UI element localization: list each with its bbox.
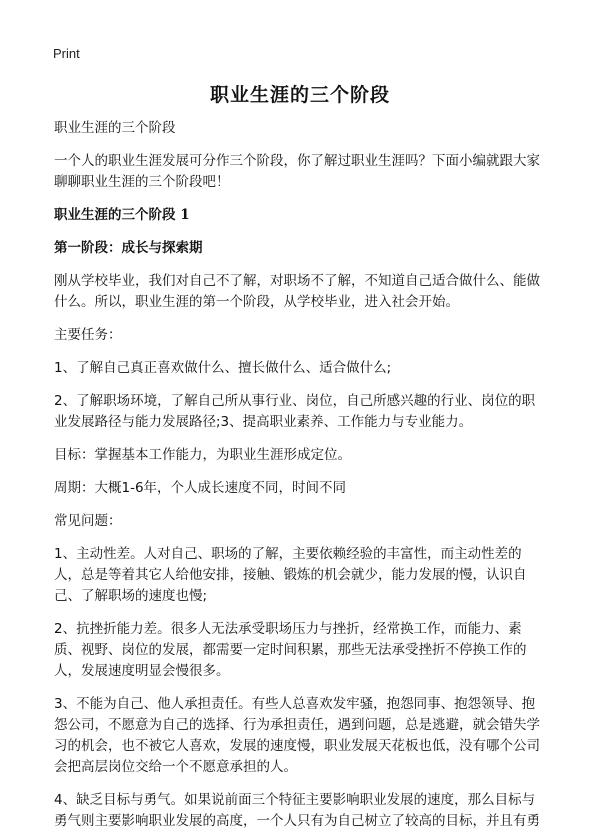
problem-item-3: 3、不能为自己、他人承担责任。有些人总喜欢发牢骚，抱怨同事、抱怨领导、抱怨公司，不愿意为自己的选择、行为承担责任，遇到问题，总是逃避，就会错失学习的机会，也不被它人喜欢，发展的速度慢，职业发展天花板也低，没有哪个公司会把高层岗位交给一个不愿意承担的人。 bbox=[54, 696, 540, 775]
problems-label: 常见问题： bbox=[54, 513, 122, 529]
task-item-2: 2、了解职场环境，了解自己所从事行业、岗位，自己所感兴趣的行业、岗位的职业发展路径与能力发展路径;3、提高职业素养、工作能力与专业能力。 bbox=[54, 393, 536, 430]
problem-item-2: 2、抗挫折能力差。很多人无法承受职场压力与挫折，经常换工作，而能力、素质、视野、岗位的发展，都需要一定时间积累，那些无法承受挫折不停换工作的人，发展速度明显会慢很多。 bbox=[54, 621, 527, 679]
goal-line: 目标：掌握基本工作能力，为职业生涯形成定位。 bbox=[54, 447, 351, 463]
problem-item-1: 1、主动性差。人对自己、职场的了解，主要依赖经验的丰富性，而主动性差的人，总是等着其它人给他安排，接触、锻炼的机会就少，能力发展的慢，认识自己、了解职场的速度也慢; bbox=[54, 546, 527, 604]
stage-description: 刚从学校毕业，我们对自己不了解，对职场不了解，不知道自己适合做什么、能做什么。所以，职业生涯的第一个阶段，从学校毕业，进入社会开始。 bbox=[54, 273, 540, 310]
document-body bbox=[54, 118, 544, 832]
problem-item-4: 4、缺乏目标与勇气。如果说前面三个特征主要影响职业发展的速度，那么目标与勇气则主要影响职业发展的高度，一个人只有为自己树立了较高的目标，并且有勇 bbox=[54, 792, 540, 829]
period-line: 周期：大概1-6年，个人成长速度不同，时间不同 bbox=[54, 480, 347, 496]
document-title: 职业生涯的三个阶段 bbox=[209, 84, 390, 106]
tasks-label: 主要任务： bbox=[54, 327, 122, 343]
intro-subtitle: 职业生涯的三个阶段 bbox=[54, 120, 176, 136]
print-link[interactable]: Print bbox=[53, 46, 80, 61]
section-heading: 职业生涯的三个阶段 1 bbox=[54, 207, 190, 223]
intro-paragraph: 一个人的职业生涯发展可分作三个阶段，你了解过职业生涯吗？下面小编就跟大家聊聊职业生涯的三个阶段吧！ bbox=[54, 153, 540, 190]
task-item-1: 1、了解自己真正喜欢做什么、擅长做什么、适合做什么; bbox=[54, 360, 392, 376]
stage-heading: 第一阶段：成长与探索期 bbox=[54, 240, 203, 256]
